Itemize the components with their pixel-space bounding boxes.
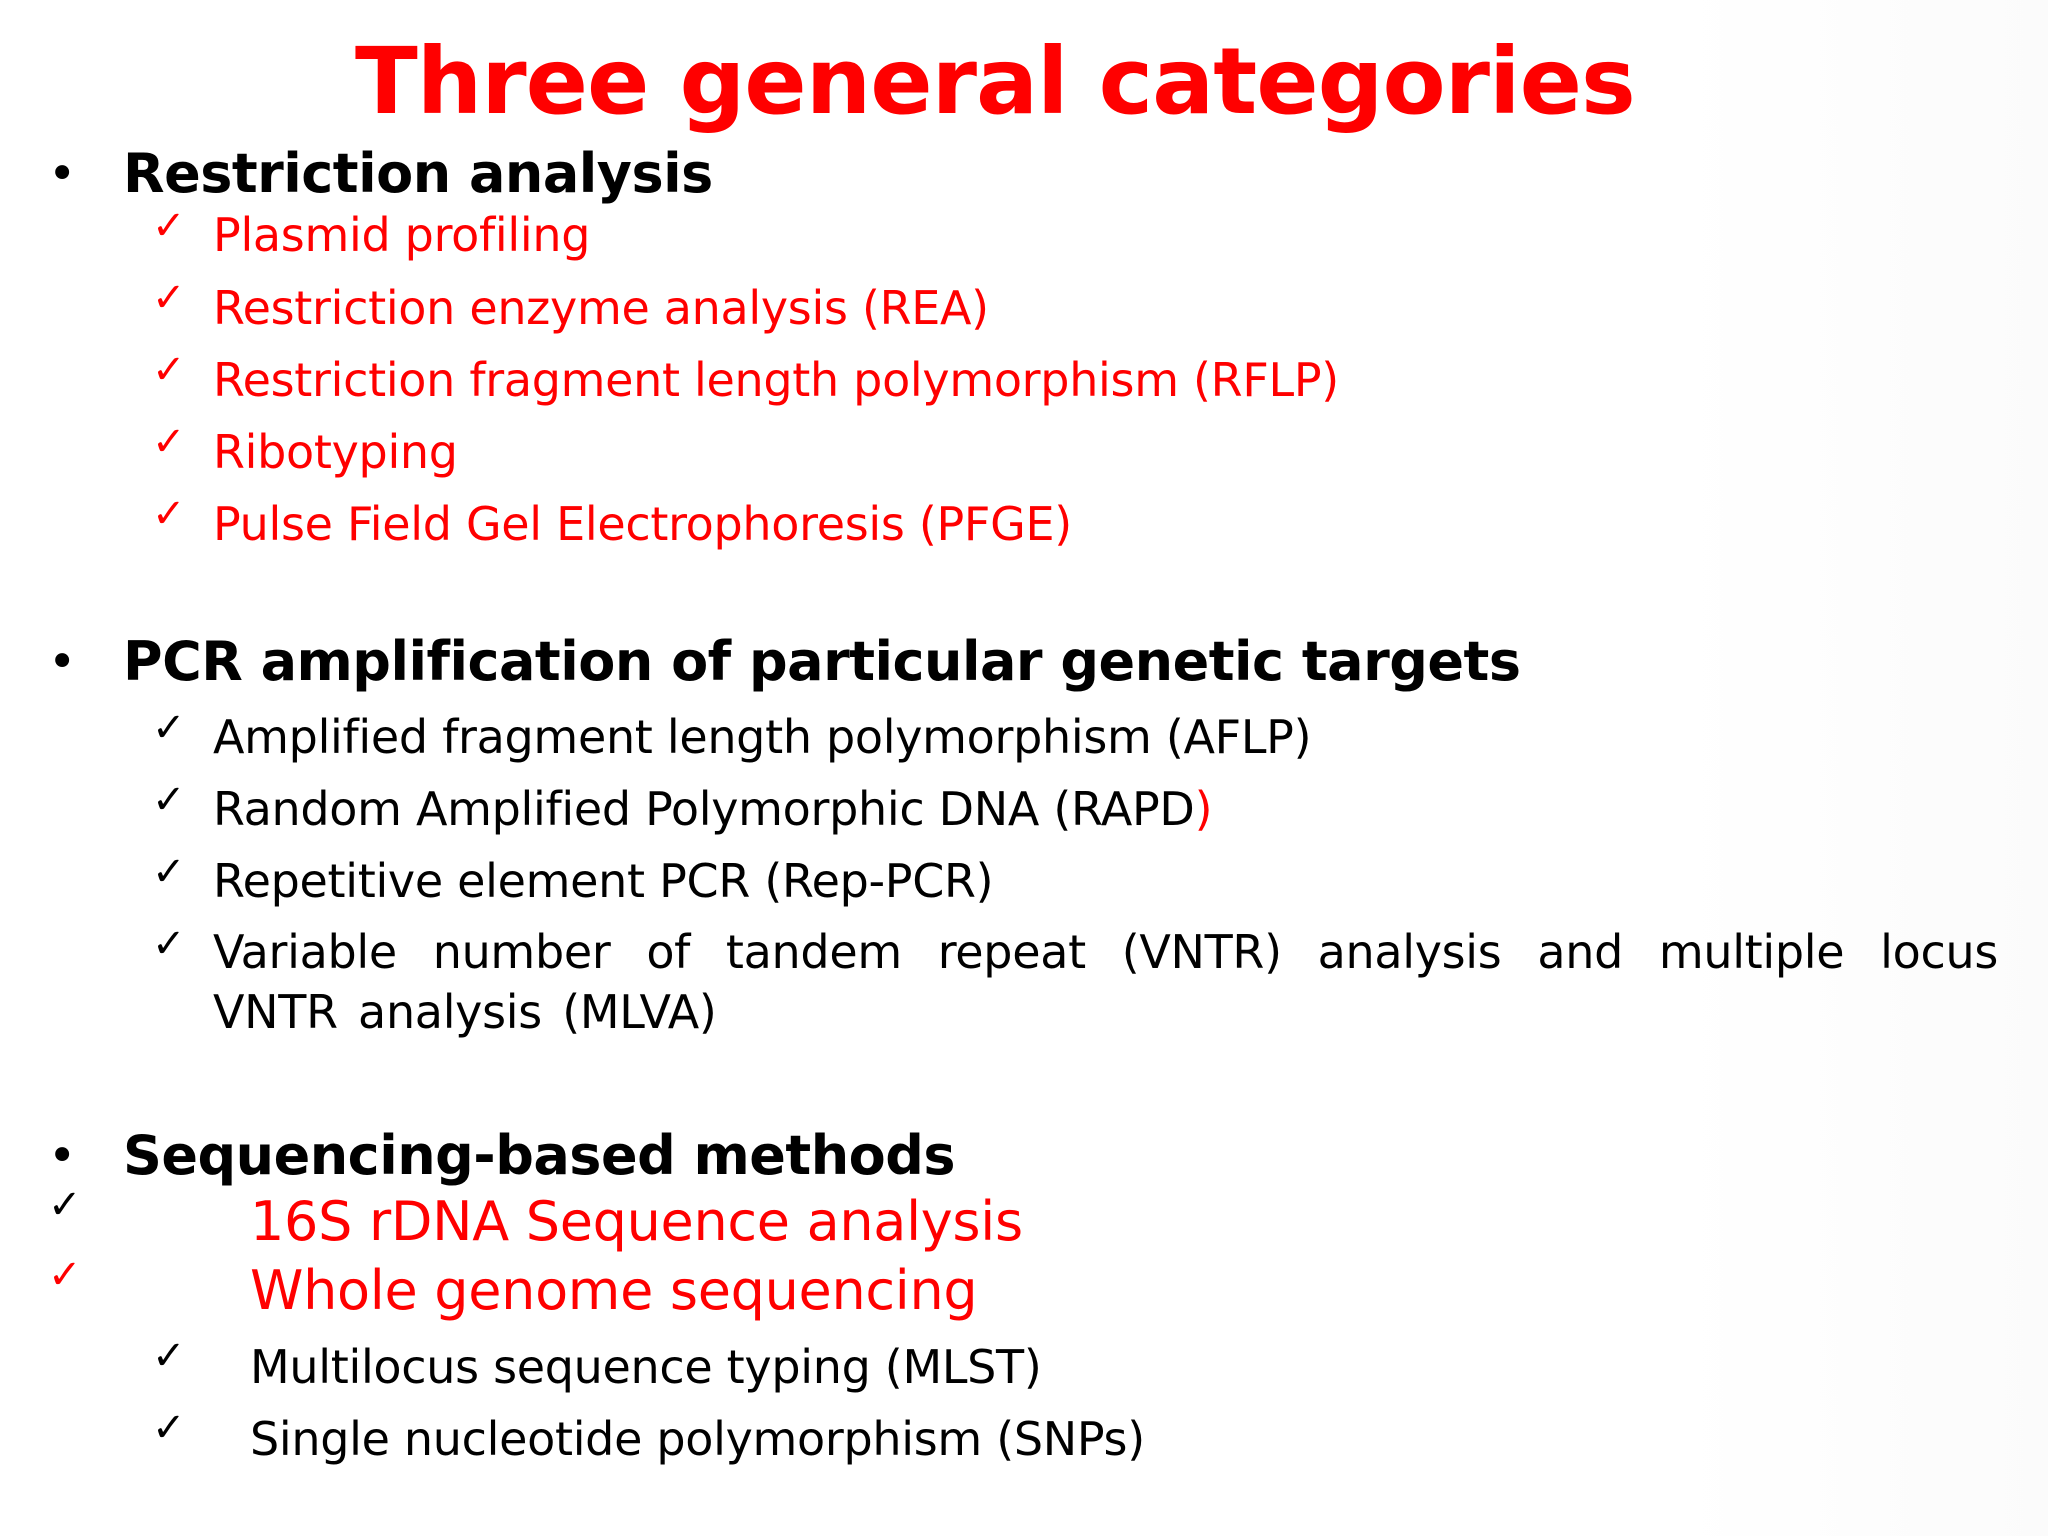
section-heading-sequencing: Sequencing-based methods [123, 1124, 956, 1187]
list-item: 16S rDNA Sequence analysis [250, 1190, 1023, 1253]
bullet-icon: • [48, 146, 77, 202]
list-item [213, 782, 1212, 836]
list-item: Repetitive element PCR (Rep-PCR) [213, 854, 994, 908]
list-item: Restriction fragment length polymorphism (RFLP) [213, 353, 1339, 407]
check-icon: ✓ [48, 1252, 82, 1298]
check-icon: ✓ [152, 1405, 186, 1451]
section-heading-pcr: PCR amplification of particular genetic targets [123, 630, 1521, 693]
list-item: Amplified fragment length polymorphism (AFLP) [213, 710, 1312, 764]
check-icon: ✓ [152, 705, 186, 751]
list-item: Whole genome sequencing [250, 1259, 978, 1322]
list-item-suffix: ) [1194, 782, 1213, 836]
check-icon: ✓ [152, 921, 186, 967]
list-item: Variable number of tandem repeat (VNTR) analysis and multiple locus VNTR analysis (MLVA) [213, 925, 1998, 1039]
list-item: Plasmid profiling [213, 208, 591, 262]
check-icon: ✓ [152, 275, 186, 321]
section-heading-restriction: Restriction analysis [123, 142, 713, 205]
list-item: Single nucleotide polymorphism (SNPs) [250, 1412, 1145, 1466]
check-icon: ✓ [152, 1333, 186, 1379]
check-icon: ✓ [48, 1182, 82, 1228]
check-icon: ✓ [152, 203, 186, 249]
slide-title: Three general categories [355, 28, 1635, 135]
check-icon: ✓ [152, 491, 186, 537]
bullet-icon: • [48, 634, 77, 690]
check-icon: ✓ [152, 849, 186, 895]
list-item: Ribotyping [213, 425, 458, 479]
list-item: Restriction enzyme analysis (REA) [213, 281, 989, 335]
list-item: Multilocus sequence typing (MLST) [250, 1340, 1042, 1394]
check-icon: ✓ [152, 777, 186, 823]
check-icon: ✓ [152, 347, 186, 393]
check-icon: ✓ [152, 419, 186, 465]
list-item: Pulse Field Gel Electrophoresis (PFGE) [213, 497, 1072, 551]
bullet-icon: • [48, 1128, 77, 1184]
list-item-text: Random Amplified Polymorphic DNA (RAPD [213, 782, 1195, 836]
